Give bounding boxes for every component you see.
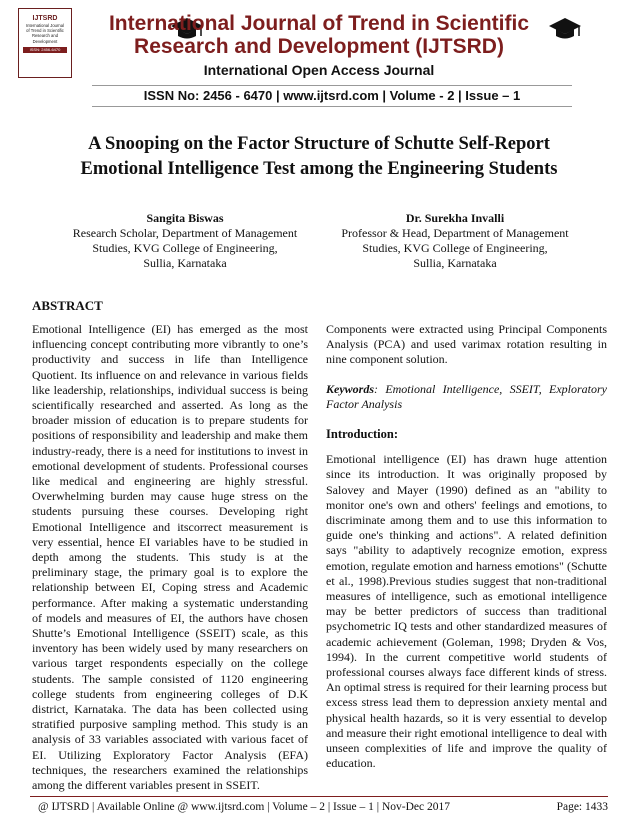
keywords-label: Keywords [326, 381, 374, 396]
journal-header [0, 0, 638, 104]
logo-line: Research and [31, 33, 59, 39]
right-column [326, 322, 607, 771]
paper-title-line-1: A Snooping on the Factor Structure of Schutte Self-Report [88, 134, 550, 154]
paper-title [40, 132, 598, 182]
intro-text: Emotional intelligence (EI) has drawn huge attention since its introduction. It was originally proposed by Salovey and Mayer (1990) defined as an "ability to monitor one's own and others' feelings and emotions, to discriminate among them and to use this information to guide one's thinking and actions". A related definition says "ability to adaptively recognize emotion, express emotion, regulate emotion and harness emotions" (Schutte et al., 1998).Previous studies suggest that non-traditional measures of intelligence, such as emotional intelligence may be better predictors of success than traditional psychometric IQ tests and other standardized measures of academic achievement (Goleman, 1998; Dryden & Vos, 1994). In the current competitive world students of professional courses always face different kinds of stress. An optimal stress is required for their learning process but excess stress lead them to depression anxiety mental and physical health hazards, so it is very essential to develop and measure their right emotional intelligence to deal with unseen complexities of life and improve the quality of education. [326, 452, 607, 771]
logo-line: International Journal [26, 23, 64, 28]
logo-name: IJTSRD [32, 15, 58, 22]
logo-issn: ISSN: 2456-6470 [23, 47, 67, 53]
author-block [325, 211, 585, 271]
author-block [55, 211, 315, 271]
author-affiliation: Studies, KVG College of Engineering, [92, 241, 278, 255]
issn-bar: ISSN No: 2456 - 6470 | www.ijtsrd.com | Volume - 2 | Issue – 1 [92, 85, 572, 107]
paper-title-line-2: Emotional Intelligence Test among the Engineering Students [80, 159, 558, 179]
abstract-heading: ABSTRACT [32, 298, 103, 313]
author-affiliation: Sullia, Karnataka [413, 256, 497, 270]
keywords [326, 382, 607, 412]
logo-line: of Trend in Scientific [26, 28, 64, 34]
abstract-continued: Components were extracted using Principal Components Analysis (PCA) and used varimax rotation resulting in nine component solution. [326, 322, 607, 367]
left-column [32, 322, 308, 793]
journal-name-line-1: International Journal of Trend in Scientific [108, 12, 530, 35]
author-name: Dr. Surekha Invalli [405, 211, 505, 225]
page-footer [30, 796, 608, 813]
open-access-label: International Open Access Journal [203, 62, 435, 78]
author-name: Sangita Biswas [146, 211, 224, 225]
intro-heading: Introduction: [326, 427, 399, 442]
logo-line: Development [32, 38, 58, 44]
author-affiliation: Sullia, Karnataka [143, 256, 227, 270]
author-affiliation: Professor & Head, Department of Management [341, 226, 569, 240]
author-affiliation: Studies, KVG College of Engineering, [362, 241, 548, 255]
abstract-text: Emotional Intelligence (EI) has emerged as the most influencing concept contributing more vibrantly to one’s productivity and success in life than Intelligence Quotient. Its influence on and relevance in various fields like leadership, relationships, individual success is being scientifically researched and asserted. As long as the broader mission of education is to prepare students for positions of responsibility and leadership and make them industry-ready, there is a need for institutions to invest in emotional development of students. Professional courses like medical and engineering are highly stressful. Overwhelming burden may cause huge stress on the students pursuing these courses. Developing right Emotional Intelligence and itscorrect measurement is very essential, hence EI variables have to be studied in depth among the students. This study is at the preliminary stage, the primary goal is to explore the relationship between EI, Coping stress and Academic performance. After making a systematic understanding of models and measures of EI, the authors have chosen Shutte’s Emotional Intelligence (SSEIT) scale, as this inventory has been widely used by many researchers on various target respondents especially on the college students. The sample consisted of 1120 engineering college students from engineering colleges of D.K district, Karnataka. The data has been collected using stratified purposive sampling method. This study is an analysis of 33 variables associated with various facet of EI. Utilizing Exploratory Factor Analysis (EFA) techniques, the researchers examined the relationships among the different variables present in SSEIT. [32, 322, 308, 793]
keywords-text: : Emotional Intelligence, SSEIT, Exploratory Factor Analysis [326, 381, 607, 411]
author-affiliation: Research Scholar, Department of Management [72, 226, 298, 240]
page-number: Page: 1433 [556, 801, 608, 813]
journal-name-line-2: Research and Development (IJTSRD) [134, 35, 504, 58]
footer-citation: @ IJTSRD | Available Online @ www.ijtsrd.com | Volume – 2 | Issue – 1 | Nov-Dec 2017 [38, 801, 450, 813]
